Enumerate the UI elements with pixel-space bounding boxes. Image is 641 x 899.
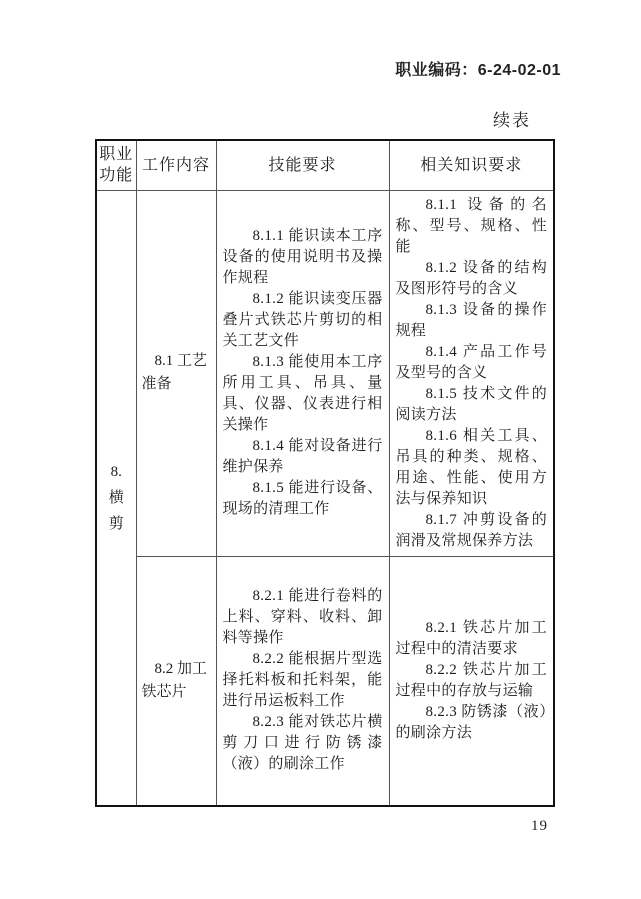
knowledge-cell-8-1 <box>389 190 554 556</box>
knowledge-item: 8.1.3 设备的操作规程 <box>395 301 547 339</box>
header-knowledge-requirements: 相关知识要求 <box>389 140 554 190</box>
function-number: 8. <box>110 463 122 480</box>
skill-item: 8.2.2 能根据片型选择托料板和托料架，能进行吊运板料工作 <box>222 651 383 710</box>
knowledge-item: 8.1.6 相关工具、吊具的种类、规格、用途、性能、使用方法与保养知识 <box>395 427 547 507</box>
skill-item: 8.1.1 能识读本工序设备的使用说明书及操作规程 <box>222 228 383 286</box>
header-occupational-function: 职业功能 <box>96 140 136 190</box>
knowledge-item: 8.1.7 冲剪设备的润滑及常规保养方法 <box>395 511 547 549</box>
knowledge-item: 8.1.2 设备的结构及图形符号的含义 <box>395 259 547 297</box>
work-content-line: 准备 <box>141 376 172 392</box>
work-content-cell-8-1 <box>136 190 216 556</box>
knowledge-item: 8.1.5 技术文件的阅读方法 <box>395 385 547 423</box>
function-cell <box>96 190 136 806</box>
knowledge-cell-8-2 <box>389 556 554 806</box>
knowledge-item: 8.1.4 产品工作号及型号的含义 <box>395 343 547 381</box>
skill-item: 8.1.5 能进行设备、现场的清理工作 <box>222 480 383 517</box>
knowledge-item: 8.1.1 设备的名称、型号、规格、性能 <box>395 196 547 255</box>
function-char-1: 横 <box>108 489 124 506</box>
header-work-content: 工作内容 <box>136 140 216 190</box>
occupational-standard-table <box>95 139 555 807</box>
work-content-line: 8.2 加工 <box>154 660 208 677</box>
table-header-row <box>96 140 554 190</box>
knowledge-item: 8.2.2 铁芯片加工过程中的存放与运输 <box>395 661 547 699</box>
function-char-2: 剪 <box>108 515 124 532</box>
work-content-line: 8.1 工艺 <box>154 353 208 369</box>
skill-item: 8.1.2 能识读变压器叠片式铁芯片剪切的相关工艺文件 <box>222 291 383 349</box>
work-content-cell-8-2 <box>136 556 216 806</box>
page-number: 19 <box>531 818 548 834</box>
skill-item: 8.2.1 能进行卷料的上料、穿料、收料、卸料等操作 <box>222 588 383 647</box>
table-row <box>96 556 554 806</box>
header-skill-requirements: 技能要求 <box>216 140 389 190</box>
skills-cell-8-2 <box>216 556 389 806</box>
table-row <box>96 190 554 556</box>
skills-cell-8-1 <box>216 190 389 556</box>
skill-item: 8.2.3 能对铁芯片横剪刀口进行防锈漆（液）的刷涂工作 <box>222 714 383 773</box>
skill-item: 8.1.4 能对设备进行维护保养 <box>222 438 383 475</box>
knowledge-item: 8.2.3 防锈漆（液）的刷涂方法 <box>395 703 547 741</box>
occupation-code: 职业编码：6-24-02-01 <box>395 62 561 79</box>
knowledge-item: 8.2.1 铁芯片加工过程中的清洁要求 <box>395 619 547 657</box>
skill-item: 8.1.3 能使用本工序所用工具、吊具、量具、仪器、仪表进行相关操作 <box>222 354 383 433</box>
continued-table-label: 续表 <box>493 111 531 130</box>
work-content-line: 铁芯片 <box>141 683 187 700</box>
